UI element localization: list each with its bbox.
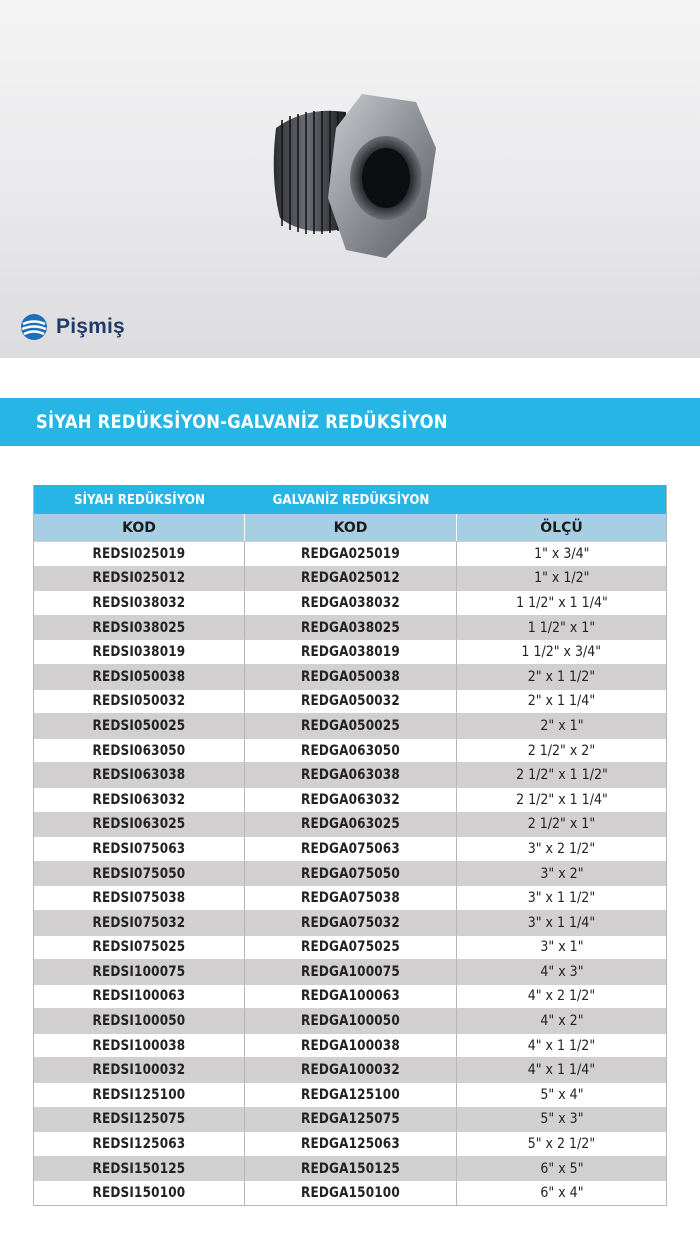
group-header-galvanized: GALVANİZ REDÜKSİYON	[272, 491, 430, 508]
code-black-cell-text: REDSI050038	[92, 668, 186, 685]
code-galvanized-cell	[245, 541, 457, 566]
code-galvanized-cell-text: REDGA063050	[301, 742, 400, 759]
spec-table	[33, 485, 667, 1206]
code-galvanized-cell-text: REDGA150100	[301, 1185, 400, 1202]
page-title: SİYAH REDÜKSİYON-GALVANİZ REDÜKSİYON	[36, 411, 448, 433]
size-cell-text: 2 1/2" x 2"	[527, 742, 596, 759]
column-header-row	[34, 514, 666, 541]
table-row	[34, 935, 666, 960]
code-galvanized-cell-text: REDGA050038	[301, 668, 400, 685]
code-black-cell	[34, 1008, 245, 1033]
table-row	[34, 639, 666, 664]
brand-mark-icon	[20, 313, 48, 341]
code-galvanized-cell	[245, 885, 457, 910]
column-header-code-galvanized: KOD	[245, 514, 457, 541]
code-black-cell	[34, 836, 245, 861]
table-row	[34, 738, 666, 763]
size-cell-text: 2" x 1 1/4"	[527, 693, 596, 710]
size-cell-text: 5" x 3"	[539, 1111, 584, 1128]
code-galvanized-cell-text: REDGA075038	[301, 890, 400, 907]
size-cell-text: 5" x 2 1/2"	[527, 1136, 596, 1153]
code-black-cell-text: REDSI038019	[92, 644, 186, 661]
size-cell	[457, 541, 666, 566]
size-cell	[457, 1131, 666, 1156]
code-galvanized-cell	[245, 910, 457, 935]
code-black-cell-text: REDSI125100	[92, 1086, 186, 1103]
code-galvanized-cell	[245, 836, 457, 861]
size-cell-text: 2" x 1 1/2"	[527, 668, 596, 685]
size-cell-text: 1 1/2" x 1"	[527, 619, 596, 636]
code-black-cell	[34, 590, 245, 615]
code-black-cell	[34, 713, 245, 738]
size-cell	[457, 984, 666, 1009]
code-black-cell-text: REDSI075063	[92, 840, 186, 857]
size-cell-text: 2 1/2" x 1 1/4"	[515, 791, 608, 808]
code-galvanized-cell-text: REDGA125063	[301, 1136, 400, 1153]
group-header-black: SİYAH REDÜKSİYON	[74, 491, 205, 508]
code-black-cell-text: REDSI150125	[92, 1160, 186, 1177]
code-galvanized-cell	[245, 590, 457, 615]
code-galvanized-cell	[245, 615, 457, 640]
code-black-cell	[34, 615, 245, 640]
size-cell	[457, 1033, 666, 1058]
code-black-cell	[34, 984, 245, 1009]
size-cell	[457, 787, 666, 812]
code-black-cell	[34, 1180, 245, 1205]
size-cell	[457, 762, 666, 787]
size-cell	[457, 1107, 666, 1132]
table-row	[34, 1033, 666, 1058]
code-black-cell-text: REDSI050032	[92, 693, 186, 710]
size-cell-text: 6" x 5"	[539, 1160, 584, 1177]
code-galvanized-cell	[245, 959, 457, 984]
code-black-cell-text: REDSI125063	[92, 1136, 186, 1153]
hero-section	[0, 0, 700, 358]
table-row	[34, 615, 666, 640]
table-row	[34, 885, 666, 910]
size-cell	[457, 885, 666, 910]
table-row	[34, 861, 666, 886]
code-galvanized-cell-text: REDGA075063	[301, 840, 400, 857]
code-black-cell	[34, 885, 245, 910]
size-cell	[457, 910, 666, 935]
code-galvanized-cell-text: REDGA063032	[301, 791, 400, 808]
table-row	[34, 1131, 666, 1156]
code-black-cell-text: REDSI125075	[92, 1111, 186, 1128]
code-galvanized-cell	[245, 1180, 457, 1205]
code-black-cell	[34, 541, 245, 566]
size-cell	[457, 1057, 666, 1082]
code-black-cell-text: REDSI100038	[92, 1037, 186, 1054]
code-black-cell	[34, 910, 245, 935]
code-black-cell-text: REDSI075032	[92, 914, 186, 931]
code-galvanized-cell	[245, 812, 457, 837]
code-galvanized-cell-text: REDGA038025	[301, 619, 400, 636]
code-black-cell-text: REDSI063025	[92, 816, 186, 833]
size-cell-text: 2" x 1"	[539, 717, 584, 734]
size-cell-text: 4" x 3"	[539, 963, 584, 980]
table-row	[34, 664, 666, 689]
size-cell-text: 3" x 1"	[539, 939, 584, 956]
code-galvanized-cell	[245, 566, 457, 591]
code-black-cell-text: REDSI038025	[92, 619, 186, 636]
code-galvanized-cell-text: REDGA150125	[301, 1160, 400, 1177]
code-galvanized-cell	[245, 1033, 457, 1058]
table-row	[34, 787, 666, 812]
size-cell	[457, 738, 666, 763]
size-cell	[457, 590, 666, 615]
table-row	[34, 910, 666, 935]
size-cell	[457, 836, 666, 861]
code-galvanized-cell-text: REDGA050025	[301, 717, 400, 734]
table-row	[34, 1180, 666, 1205]
code-black-cell	[34, 689, 245, 714]
size-cell-text: 6" x 4"	[539, 1185, 584, 1202]
size-cell	[457, 615, 666, 640]
table-row	[34, 836, 666, 861]
code-black-cell	[34, 1082, 245, 1107]
code-galvanized-cell	[245, 639, 457, 664]
code-black-cell-text: REDSI050025	[92, 717, 186, 734]
size-cell	[457, 566, 666, 591]
code-black-cell-text: REDSI025019	[92, 545, 186, 562]
code-black-cell-text: REDSI075050	[92, 865, 186, 882]
code-galvanized-cell	[245, 1131, 457, 1156]
code-galvanized-cell-text: REDGA038032	[301, 594, 400, 611]
code-black-cell	[34, 664, 245, 689]
size-cell	[457, 935, 666, 960]
code-galvanized-cell-text: REDGA050032	[301, 693, 400, 710]
size-cell	[457, 664, 666, 689]
size-cell-text: 4" x 2"	[539, 1013, 584, 1030]
table-row	[34, 1008, 666, 1033]
table-row	[34, 812, 666, 837]
size-cell-text: 2 1/2" x 1 1/2"	[515, 767, 608, 784]
code-black-cell-text: REDSI100063	[92, 988, 186, 1005]
code-galvanized-cell-text: REDGA038019	[301, 644, 400, 661]
code-black-cell-text: REDSI100050	[92, 1013, 186, 1030]
code-galvanized-cell	[245, 1156, 457, 1181]
code-black-cell-text: REDSI075025	[92, 939, 186, 956]
code-black-cell	[34, 959, 245, 984]
code-black-cell-text: REDSI100032	[92, 1062, 186, 1079]
size-cell	[457, 1082, 666, 1107]
code-black-cell	[34, 935, 245, 960]
size-cell-text: 3" x 1 1/4"	[527, 914, 596, 931]
brand-logo	[20, 312, 125, 342]
code-black-cell	[34, 639, 245, 664]
code-black-cell	[34, 812, 245, 837]
code-galvanized-cell-text: REDGA075025	[301, 939, 400, 956]
table-row	[34, 762, 666, 787]
code-galvanized-cell	[245, 1107, 457, 1132]
code-galvanized-cell-text: REDGA100063	[301, 988, 400, 1005]
code-galvanized-cell	[245, 1008, 457, 1033]
code-black-cell-text: REDSI025012	[92, 570, 186, 587]
code-galvanized-cell	[245, 1057, 457, 1082]
code-galvanized-cell-text: REDGA025019	[301, 545, 400, 562]
size-cell-text: 2 1/2" x 1"	[527, 816, 596, 833]
column-header-size: ÖLÇÜ	[540, 519, 583, 536]
code-black-cell	[34, 1156, 245, 1181]
code-black-cell-text: REDSI063032	[92, 791, 186, 808]
code-galvanized-cell-text: REDGA125075	[301, 1111, 400, 1128]
code-black-cell-text: REDSI063050	[92, 742, 186, 759]
size-cell	[457, 713, 666, 738]
code-galvanized-cell	[245, 713, 457, 738]
table-row	[34, 590, 666, 615]
group-header-empty	[470, 485, 654, 514]
size-cell-text: 1" x 3/4"	[533, 545, 590, 562]
size-cell-text: 3" x 2 1/2"	[527, 840, 596, 857]
size-cell	[457, 1008, 666, 1033]
code-black-cell	[34, 787, 245, 812]
code-galvanized-cell	[245, 738, 457, 763]
code-galvanized-cell	[245, 664, 457, 689]
code-black-cell-text: REDSI063038	[92, 767, 186, 784]
code-galvanized-cell-text: REDGA075032	[301, 914, 400, 931]
code-galvanized-cell-text: REDGA075050	[301, 865, 400, 882]
code-galvanized-cell	[245, 689, 457, 714]
code-galvanized-cell	[245, 935, 457, 960]
code-galvanized-cell	[245, 787, 457, 812]
code-galvanized-cell	[245, 861, 457, 886]
table-row	[34, 959, 666, 984]
code-galvanized-cell	[245, 1082, 457, 1107]
code-galvanized-cell-text: REDGA100075	[301, 963, 400, 980]
size-cell-text: 1" x 1/2"	[533, 570, 590, 587]
brand-name: Pişmiş	[56, 315, 125, 338]
table-row	[34, 1107, 666, 1132]
size-cell	[457, 639, 666, 664]
size-cell	[457, 1180, 666, 1205]
code-black-cell	[34, 1057, 245, 1082]
code-black-cell	[34, 1033, 245, 1058]
table-body	[34, 541, 666, 1205]
title-banner	[0, 398, 700, 446]
code-black-cell	[34, 1131, 245, 1156]
table-row	[34, 689, 666, 714]
code-black-cell	[34, 762, 245, 787]
code-galvanized-cell	[245, 762, 457, 787]
code-black-cell-text: REDSI038032	[92, 594, 186, 611]
table-row	[34, 984, 666, 1009]
code-galvanized-cell-text: REDGA125100	[301, 1086, 400, 1103]
code-black-cell	[34, 566, 245, 591]
code-black-cell	[34, 1107, 245, 1132]
code-black-cell-text: REDSI100075	[92, 963, 186, 980]
size-cell	[457, 812, 666, 837]
size-cell-text: 4" x 1 1/2"	[527, 1037, 596, 1054]
size-cell	[457, 861, 666, 886]
size-cell	[457, 689, 666, 714]
size-cell-text: 3" x 2"	[539, 865, 584, 882]
code-black-cell	[34, 738, 245, 763]
table-row	[34, 1156, 666, 1181]
group-header-row	[34, 485, 666, 514]
size-cell-text: 5" x 4"	[539, 1086, 584, 1103]
size-cell-text: 4" x 2 1/2"	[527, 988, 596, 1005]
size-cell	[457, 959, 666, 984]
size-cell-text: 3" x 1 1/2"	[527, 890, 596, 907]
code-galvanized-cell-text: REDGA063038	[301, 767, 400, 784]
code-galvanized-cell	[245, 984, 457, 1009]
code-black-cell-text: REDSI075038	[92, 890, 186, 907]
code-black-cell	[34, 861, 245, 886]
size-cell-text: 1 1/2" x 1 1/4"	[515, 594, 608, 611]
size-cell-text: 4" x 1 1/4"	[527, 1062, 596, 1079]
column-header-code-black: KOD	[34, 514, 245, 541]
table-row	[34, 713, 666, 738]
code-black-cell-text: REDSI150100	[92, 1185, 186, 1202]
code-galvanized-cell-text: REDGA100032	[301, 1062, 400, 1079]
code-galvanized-cell-text: REDGA063025	[301, 816, 400, 833]
size-cell	[457, 1156, 666, 1181]
code-galvanized-cell-text: REDGA100050	[301, 1013, 400, 1030]
reducer-fitting-image	[266, 88, 442, 268]
code-galvanized-cell-text: REDGA100038	[301, 1037, 400, 1054]
table-row	[34, 1057, 666, 1082]
table-row	[34, 566, 666, 591]
table-row	[34, 1082, 666, 1107]
code-galvanized-cell-text: REDGA025012	[301, 570, 400, 587]
table-row	[34, 541, 666, 566]
size-cell-text: 1 1/2" x 3/4"	[521, 644, 602, 661]
